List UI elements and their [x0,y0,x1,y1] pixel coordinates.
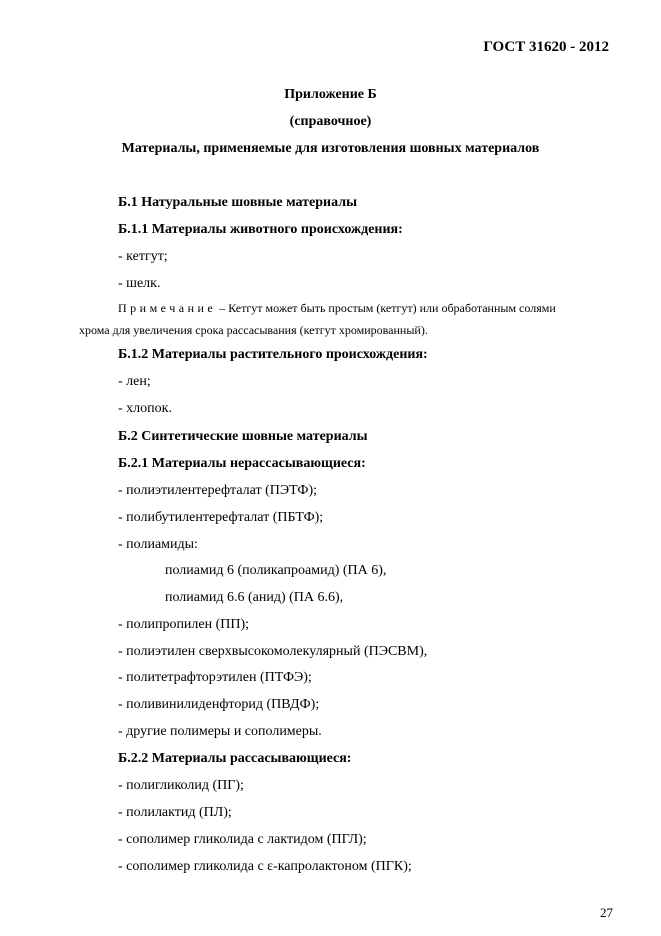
list-item: - полиэтилентерефталат (ПЭТФ); [118,483,318,498]
list-item: - полиэтилен сверхвысокомолекулярный (ПЭСВМ), [118,644,428,659]
appendix-title: Приложение Б [284,87,377,102]
list-item: - шелк. [118,276,161,291]
section-b22-title: Б.2.2 Материалы рассасывающиеся: [118,751,352,766]
list-item: - сополимер гликолида с лактидом (ПГЛ); [118,832,367,847]
list-item: - полипропилен (ПП); [118,617,250,632]
list-item: - другие полимеры и сополимеры. [118,724,322,739]
appendix-heading: Материалы, применяемые для изготовления шовных материалов [121,141,540,156]
list-item: - полигликолид (ПГ); [118,778,244,793]
list-item: - сополимер гликолида с ε-капролактоном (ПГК); [118,859,412,874]
list-item: - полиамиды: [118,537,198,552]
sub-list-item: полиамид 6.6 (анид) (ПА 6.6), [165,590,344,605]
list-item: - хлопок. [118,401,172,416]
list-item: - кетгут; [118,249,168,264]
note-label: Примечание [118,301,217,315]
note-text-1: – Кетгут может быть простым (кетгут) или обработанным солями [216,301,556,315]
list-item: - полибутилентерефталат (ПБТФ); [118,510,324,525]
section-b2-title: Б.2 Синтетические шовные материалы [118,429,368,444]
note-line-2: хрома для увеличения срока рассасывания (кетгут хромированный). [79,323,428,337]
list-item: - лен; [118,374,151,389]
note-line-1 [118,300,556,316]
section-b11-title: Б.1.1 Материалы животного происхождения: [118,222,403,237]
section-b12-title: Б.1.2 Материалы растительного происхождения: [118,347,428,362]
list-item: - политетрафторэтилен (ПТФЭ); [118,670,312,685]
document-code: ГОСТ 31620 - 2012 [483,39,609,55]
sub-list-item: полиамид 6 (поликапроамид) (ПА 6), [165,563,387,578]
page-number: 27 [600,905,613,920]
section-b1-title: Б.1 Натуральные шовные материалы [118,195,358,210]
section-b21-title: Б.2.1 Материалы нерассасывающиеся: [118,456,366,471]
list-item: - поливинилиденфторид (ПВДФ); [118,697,320,712]
appendix-type: (справочное) [289,114,372,129]
list-item: - полилактид (ПЛ); [118,805,232,820]
